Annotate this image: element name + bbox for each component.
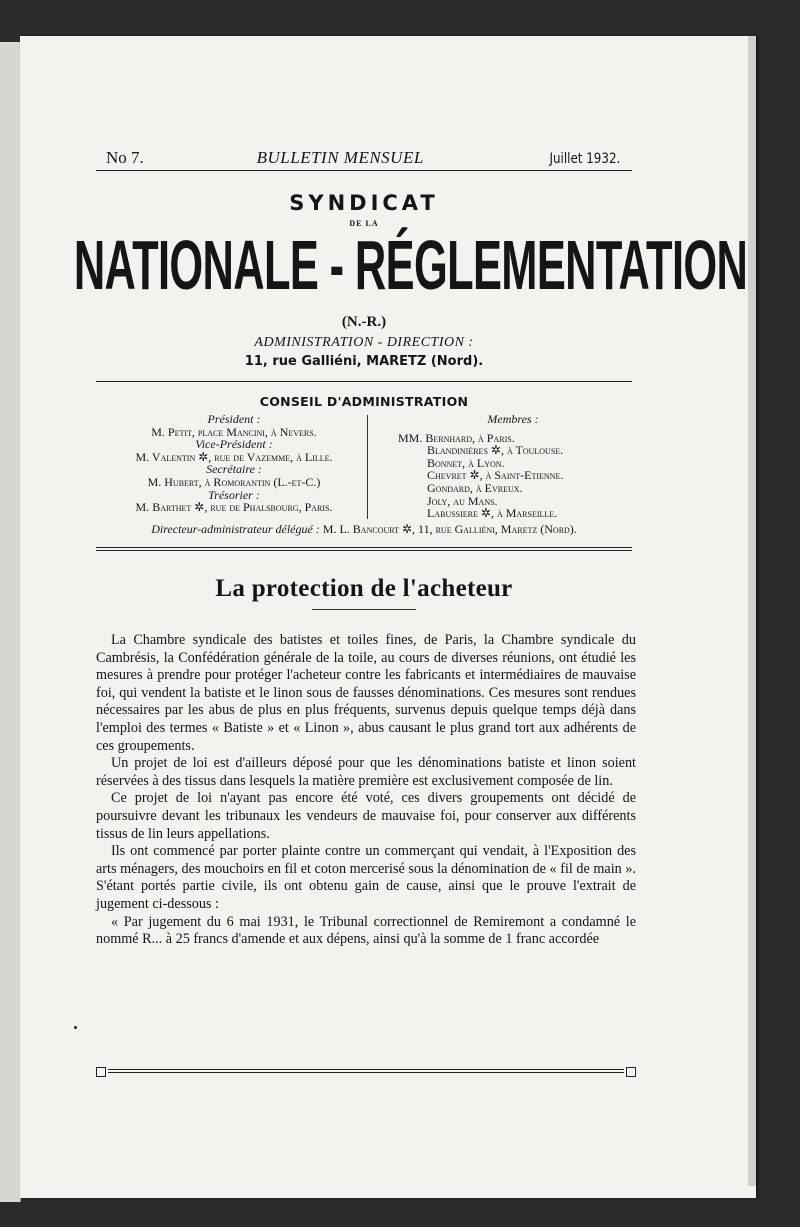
masthead-syndicat: SYNDICAT [289,191,439,215]
paragraph: Ils ont commencé par porter plainte contre un commerçant qui vendait, à l'Exposition des arts ménagers, des mouchoirs en fil et coton mercerisé sous la dénomination de « fil de main ». S'étant portés partie civile, ils ont obtenu gain de cause, ainsi que le prouve l'extrait de jugement ci-dessous : [96,843,636,912]
footer-line [108,1069,624,1070]
administration-address: 11, rue Galliéni, MARETZ (Nord). [244,354,484,369]
paragraph: Ce projet de loi n'ayant pas encore été voté, ces divers groupements ont décidé de poursuivre devant les tribunaux les vendeurs de mauvaise foi, pour conserver aux différents tissus de lin leurs appellations. [96,790,636,842]
director-role: Directeur-administrateur délégué : [151,522,320,536]
masthead-abbreviation: (N.-R.) [341,314,387,330]
administration-label: ADMINISTRATION - DIRECTION : [254,335,474,350]
vice-president-role: Vice-Président : [195,437,273,452]
footer-ornament-rule [96,1066,636,1078]
paragraph: « Par jugement du 6 mai 1931, le Tribunal correctionnel de Remiremont a condamné le nommé R... à 25 francs d'amende et aux dépens, ainsi qu'à la somme de 1 franc accordée [96,913,636,948]
member-item: Gondard, à Evreux. [427,480,523,495]
paragraph: La Chambre syndicale des batistes et toiles fines, de Paris, la Chambre syndicale du Cambrésis, la Confédération générale de la toile, au cours de diverses réunions, ont étudié les mesures à prendre pour protéger l'acheteur contre les fabricants et intermédiaires de mauvaise foi, qui vendent la batiste et le linon sous de fausses dénominations. Ces mesures sont rendues nécessaires par les abus de plus en plus fréquents, survenus depuis quelque temps déjà dans l'emploi des termes « Batiste » et « Linon », abus causant le plus grand tort aux adhérents de ces groupements. [96,632,636,754]
publication-name: BULLETIN MENSUEL [256,148,424,167]
secretaire-name: M. Hubert, à Romorantin (L.-et-C.) [147,474,321,489]
page-content [73,148,748,949]
page-right-edge [748,36,756,1186]
member-item: MM. Bernhard, à Paris. [398,430,515,445]
document-page [20,36,756,1198]
masthead-de-la: DE LA [349,219,379,228]
tresorier-role: Trésorier : [208,487,260,502]
members-column [398,413,628,520]
president-role: Président : [207,412,261,426]
column-divider [367,415,368,519]
section-double-rule [96,547,632,551]
article-body [96,632,636,949]
director-line [96,522,632,537]
speck [74,1026,77,1029]
member-item: Joly, au Mans. [427,493,498,508]
footer-square-right [626,1067,636,1077]
officers-column [106,413,362,514]
secretaire-role: Secrétaire : [206,462,262,477]
issue-date: Juillet 1932. [549,151,620,167]
president-name: M. Petit, place Mancini, à Nevers. [151,424,317,439]
footer-square-left [96,1067,106,1077]
paragraph: Un projet de loi est d'ailleurs déposé pour que les dénominations batiste et linon soient réservées à des tissus dans lesquels la matière première est exclusivement composée de lin. [96,755,636,789]
vice-president-name: M. Valentin ✲, rue de Vazemme, à Lille. [135,449,333,464]
member-item: Bonnet, à Lyon. [427,455,505,470]
director-name: M. L. Bancourt ✲, 11, rue Galliéni, Maretz (Nord). [322,522,577,536]
header-rule [96,170,632,171]
previous-page-edge [0,42,21,1202]
footer-line [108,1072,624,1073]
running-header [96,148,632,170]
title-underline [312,609,416,610]
membres-role: Membres : [487,412,539,426]
masthead-rule [96,381,632,382]
member-item: Labussiere ✲, à Marseille. [427,506,558,521]
tresorier-name: M. Barthet ✲, rue de Phalsbourg, Paris. [135,500,333,515]
masthead-title: NATIONALE - RÉGLEMENTATION [73,226,748,304]
conseil-title: CONSEIL D'ADMINISTRATION [259,394,469,409]
member-item: Chevret ✲, à Saint-Etienne. [427,468,564,483]
issue-number: No 7. [106,148,144,167]
member-item: Blandinières ✲, à Toulouse. [427,443,564,458]
article-title: La protection de l'acheteur [215,575,513,602]
conseil-board [96,413,632,521]
